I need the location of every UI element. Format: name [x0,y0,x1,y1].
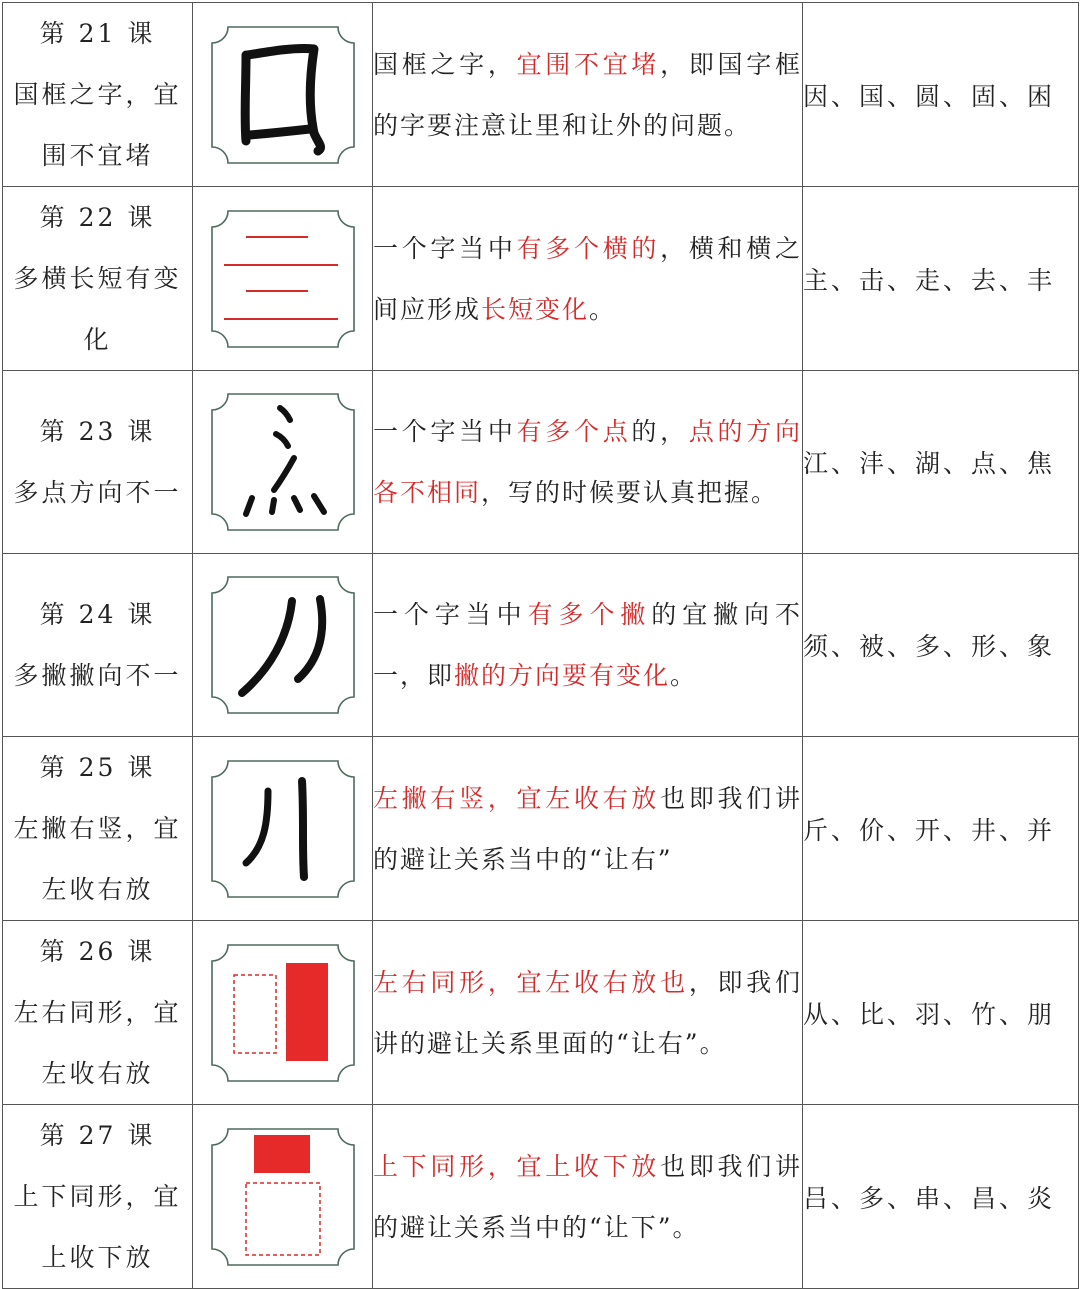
lesson-title-cell [3,1105,193,1289]
explanation-text: ，即我们讲的避让关系里面的“让右”。 [373,967,802,1058]
example-characters: 须、被、多、形、象 [803,554,1079,737]
lesson-explanation [373,554,803,737]
lesson-row [3,737,1079,921]
example-characters: 斤、价、开、井、并 [803,737,1079,921]
top-bottom-blocks-icon [210,1127,356,1267]
kou-frame-icon [210,25,356,165]
chuan-icon [210,759,356,899]
highlight-text: 点的方向各不相同 [373,417,802,507]
highlight-text: 长短变化 [481,294,590,324]
explanation-text: 一个字当中 [373,600,528,629]
lesson-row [3,3,1079,187]
highlight-text: 左右同形，宜左收右放也 [373,967,689,997]
lesson-title-cell [3,737,193,921]
highlight-text: 上下同形，宜上收下放 [373,1151,661,1181]
explanation-text: 。 [670,661,698,690]
lesson-explanation [373,371,803,554]
lesson-explanation [373,187,803,371]
lesson-row [3,371,1079,554]
lesson-explanation [373,3,803,187]
lesson-explanation [373,1105,803,1289]
example-characters: 因、国、圆、固、困 [803,3,1079,187]
lesson-icon-cell [193,371,373,554]
highlight-text: 有多个点 [516,417,632,446]
lesson-title-cell [3,3,193,187]
lesson-number: 第 27 课 [39,1121,156,1150]
lesson-icon-cell [193,921,373,1105]
pie-strokes-icon [210,575,356,715]
lesson-explanation [373,921,803,1105]
lesson-row [3,921,1079,1105]
horizontal-lines-icon [210,209,356,349]
explanation-text: 的宜撇向不一，即 [373,600,802,690]
lesson-title-cell [3,371,193,554]
lesson-name: 多横长短有变化 [13,264,182,354]
lesson-icon-cell [193,3,373,187]
example-characters: 主、击、走、去、丰 [803,187,1079,371]
lesson-explanation [373,737,803,921]
dots-icon [210,392,356,532]
lesson-name: 上下同形，宜上收下放 [13,1182,182,1272]
lesson-number: 第 22 课 [39,203,156,232]
explanation-text: 一个字当中 [373,233,517,263]
lesson-row [3,1105,1079,1289]
lesson-name: 多撇撇向不一 [13,661,182,690]
lesson-name: 国框之字，宜围不宜堵 [13,80,182,170]
example-characters: 吕、多、串、昌、炎 [803,1105,1079,1289]
lesson-title-cell [3,187,193,371]
lesson-number: 第 23 课 [39,417,156,446]
explanation-text: ，横和横之间应形成 [373,233,802,324]
lesson-icon-cell [193,737,373,921]
lesson-title-cell [3,554,193,737]
lesson-name: 多点方向不一 [13,478,182,507]
explanation-text: 也即我们讲的避让关系当中的“让下”。 [373,1151,802,1242]
highlight-text: 撇的方向要有变化 [454,661,671,690]
lesson-name: 左右同形，宜左收右放 [13,998,182,1088]
explanation-text: 的， [631,417,689,446]
lesson-icon-cell [193,187,373,371]
lesson-icon-cell [193,554,373,737]
lesson-number: 第 25 课 [39,753,156,782]
lesson-number: 第 21 课 [39,19,156,48]
example-characters: 从、比、羽、竹、朋 [803,921,1079,1105]
left-right-blocks-icon [210,943,356,1083]
lesson-number: 第 24 课 [39,600,156,629]
example-characters: 江、沣、湖、点、焦 [803,371,1079,554]
explanation-text: 。 [589,294,617,324]
lessons-table [2,2,1079,1289]
explanation-text: 一个字当中 [373,417,517,446]
lesson-name: 左撇右竖，宜左收右放 [13,814,182,904]
lesson-row [3,554,1079,737]
lesson-icon-cell [193,1105,373,1289]
highlight-text: 宜围不宜堵 [516,49,661,79]
explanation-text: ，即国字框的字要注意让里和让外的问题。 [373,49,802,140]
explanation-text: 也即我们讲的避让关系当中的“让右” [373,783,802,874]
explanation-text: ，写的时候要认真把握。 [481,478,779,507]
lesson-row [3,187,1079,371]
lesson-title-cell [3,921,193,1105]
explanation-text: 国框之字， [373,49,517,79]
lesson-number: 第 26 课 [39,937,156,966]
highlight-text: 有多个横的 [516,233,661,263]
highlight-text: 左撇右竖，宜左收右放 [373,783,661,813]
highlight-text: 有多个撇 [527,600,652,629]
